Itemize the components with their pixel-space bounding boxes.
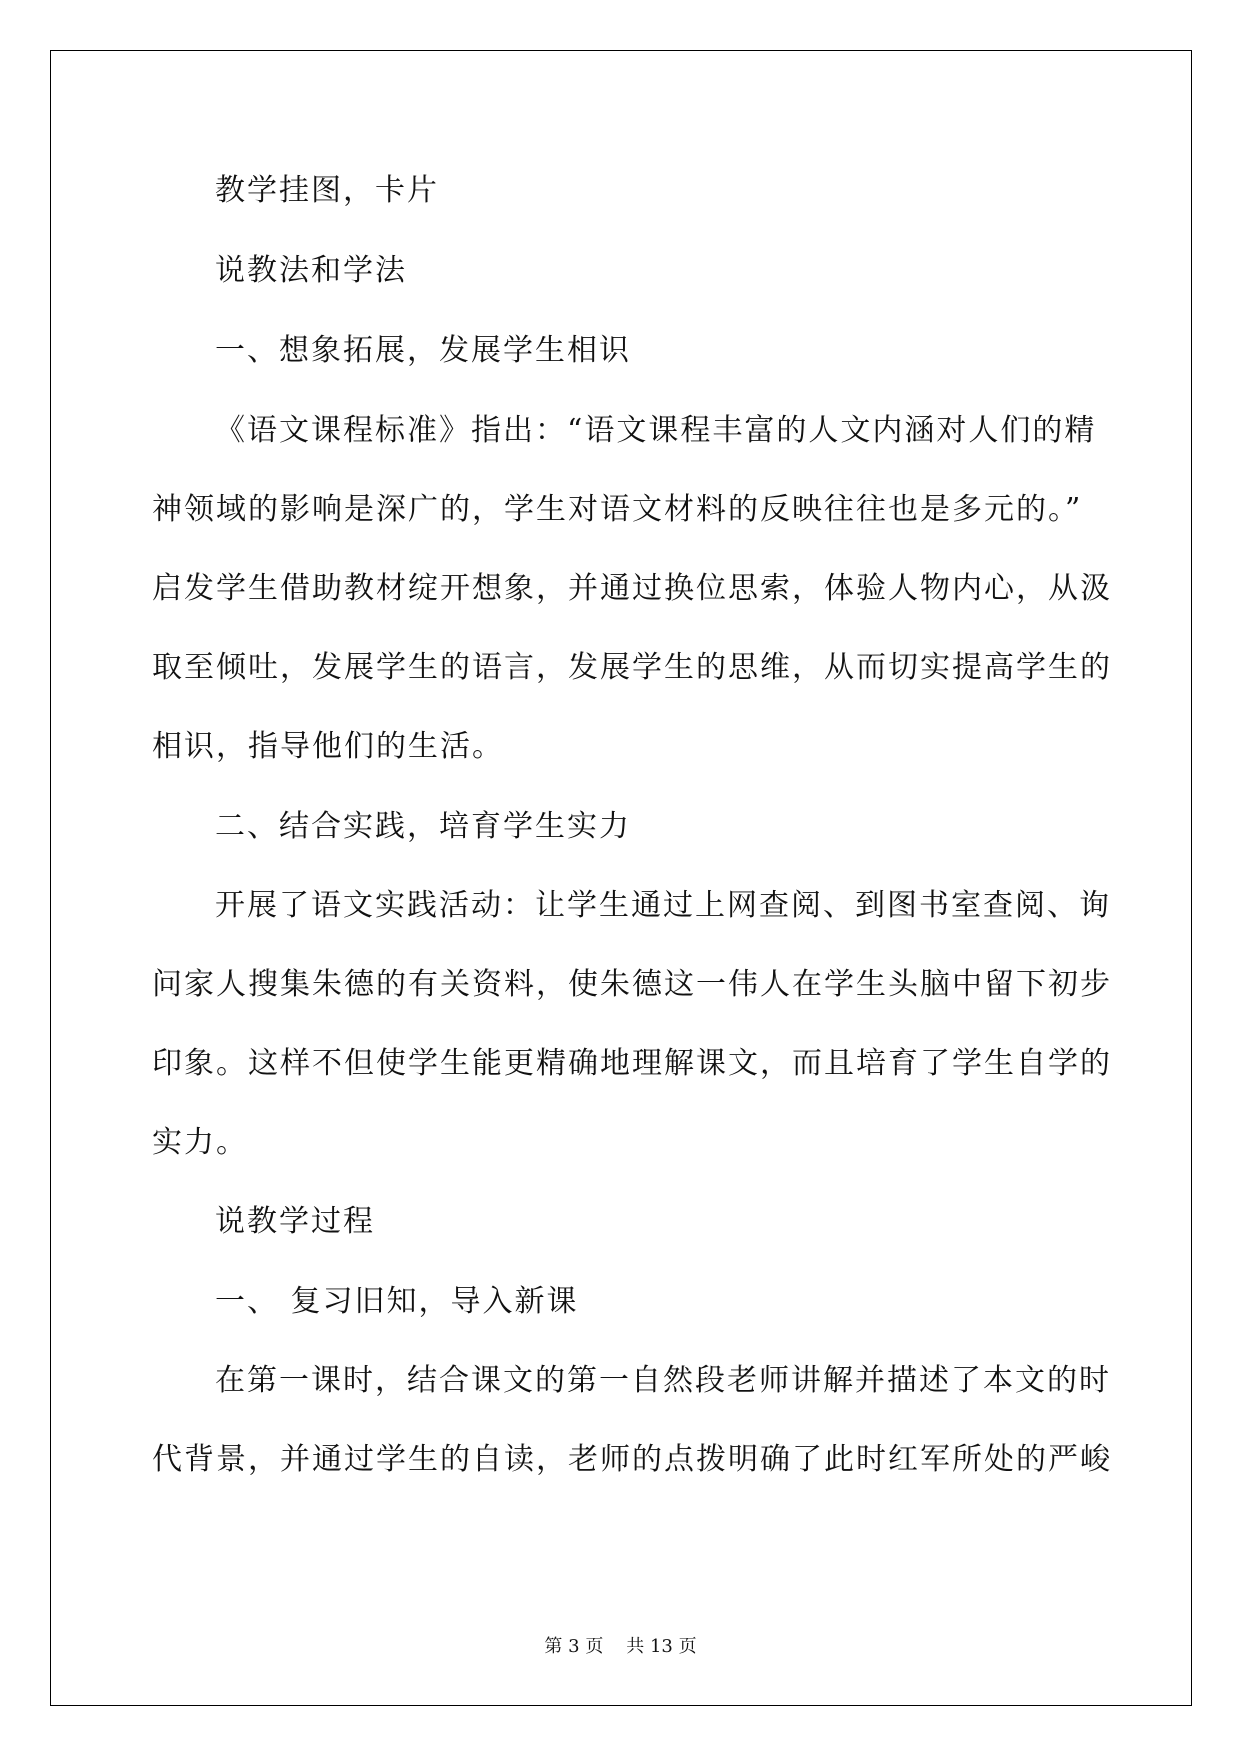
paragraph-line: 相识，指导他们的生活。 [152, 729, 504, 764]
paragraph-line: 启发学生借助教材绽开想象，并通过换位思索，体验人物内心，从汲 [152, 571, 1112, 606]
sub-heading: 一、想象拓展，发展学生相识 [215, 333, 631, 368]
sub-heading: 一、 复习旧知，导入新课 [215, 1284, 579, 1319]
paragraph-line: 开展了语文实践活动：让学生通过上网查阅、到图书室查阅、询 [215, 888, 1111, 923]
paragraph-line: 《语文课程标准》指出：“语文课程丰富的人文内涵对人们的精 [215, 413, 1097, 448]
page-footer [0, 1632, 1241, 1658]
paragraph-line: 神领域的影响是深广的，学生对语文材料的反映往往也是多元的。” [152, 492, 1083, 527]
page-total: 共 13 页 [626, 1636, 697, 1657]
paragraph-line: 在第一课时，结合课文的第一自然段老师讲解并描述了本文的时 [215, 1363, 1111, 1398]
paragraph-line: 代背景，并通过学生的自读，老师的点拨明确了此时红军所处的严峻 [152, 1442, 1112, 1477]
paragraph-line: 教学挂图，卡片 [215, 173, 439, 208]
paragraph-line: 取至倾吐，发展学生的语言，发展学生的思维，从而切实提高学生的 [152, 650, 1112, 685]
section-heading: 说教学过程 [215, 1204, 375, 1239]
page-number: 第 3 页 [544, 1636, 604, 1657]
paragraph-line: 问家人搜集朱德的有关资料，使朱德这一伟人在学生头脑中留下初步 [152, 967, 1112, 1002]
paragraph-line: 实力。 [152, 1125, 248, 1160]
sub-heading: 二、结合实践，培育学生实力 [215, 809, 631, 844]
paragraph-line: 印象。这样不但使学生能更精确地理解课文，而且培育了学生自学的 [152, 1046, 1112, 1081]
section-heading: 说教法和学法 [215, 253, 407, 288]
